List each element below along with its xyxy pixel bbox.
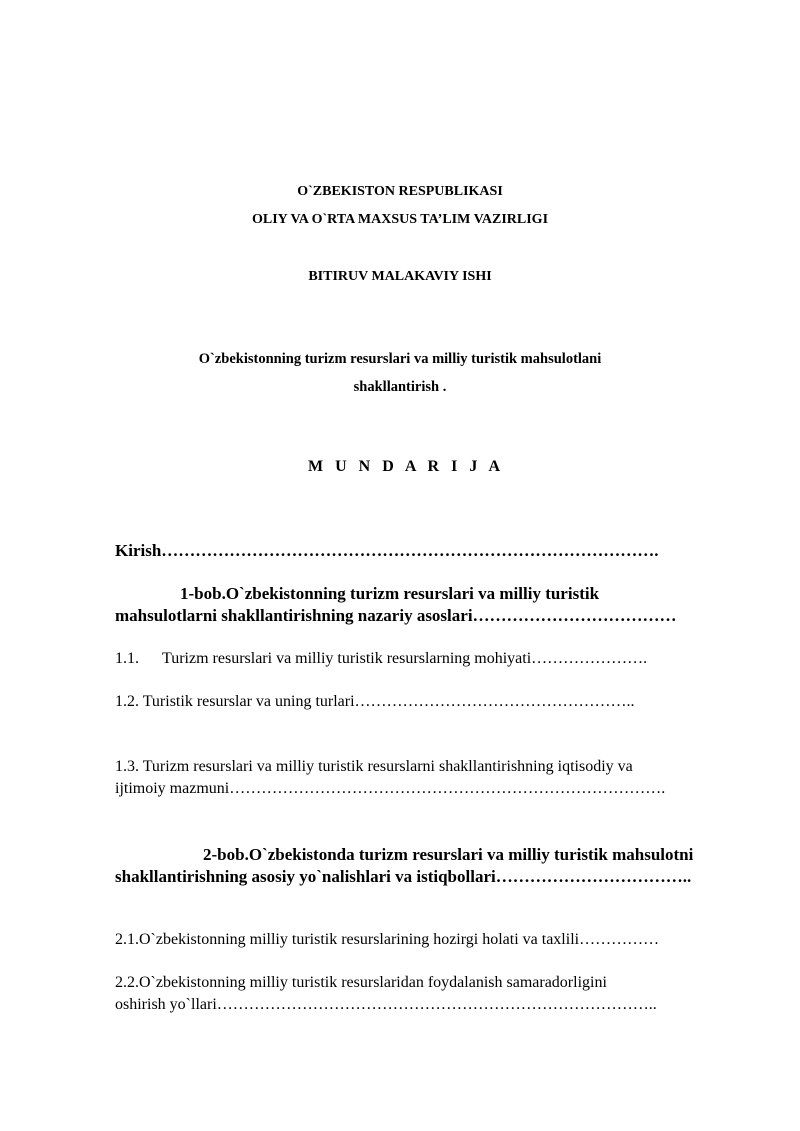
- toc-title: M U N D A R I J A: [308, 458, 505, 475]
- republic-heading: O`ZBEKISTON RESPUBLIKASI: [297, 184, 503, 199]
- toc-section-1-3-line2: ijtimoiy mazmuni……………………………………………………………………….: [115, 780, 666, 797]
- toc-section-2-1: 2.1.O`zbekistonning milliy turistik resurslarining hozirgi holati va taxlili……………: [115, 931, 660, 948]
- ministry-heading: OLIY VA O`RTA MAXSUS TA’LIM VAZIRLIGI: [251, 212, 549, 227]
- topic-title-line1: O`zbekistonning turizm resurslari va milliy turistik mahsulotlani: [198, 351, 602, 367]
- toc-section-1-1-number: 1.1.: [115, 650, 139, 667]
- topic-title-line2: shakllantirish .: [353, 379, 447, 395]
- toc-section-1-3-line1: 1.3. Turizm resurslari va milliy turistik resurslarni shakllantirishning iqtisodiy va: [115, 758, 633, 775]
- toc-section-1-2: 1.2. Turistik resurslar va uning turlari……………………………………………..: [115, 693, 635, 710]
- toc-section-2-2-line1: 2.2.O`zbekistonning milliy turistik resurslaridan foydalanish samaradorligini: [115, 974, 607, 991]
- toc-chapter1-line1: 1-bob.O`zbekistonning turizm resurslari va milliy turistik: [180, 584, 600, 603]
- toc-intro: Kirish…………………………………………………………………………….: [115, 541, 659, 560]
- toc-section-1-1-text: Turizm resurslari va milliy turistik resurslarning mohiyati………………….: [162, 650, 648, 667]
- toc-chapter2-line2: shakllantirishning asosiy yo`nalishlari va istiqbollari……………………………..: [115, 867, 692, 886]
- toc-section-2-2-line2: oshirish yo`llari………………………………………………………………………..: [115, 996, 657, 1013]
- work-type-heading: BITIRUV MALAKAVIY ISHI: [308, 269, 492, 284]
- toc-chapter1-line2: mahsulotlarni shakllantirishning nazariy asoslari………………………………: [115, 606, 677, 625]
- toc-chapter2-line1: 2-bob.O`zbekistonda turizm resurslari va milliy turistik mahsulotni: [203, 845, 694, 864]
